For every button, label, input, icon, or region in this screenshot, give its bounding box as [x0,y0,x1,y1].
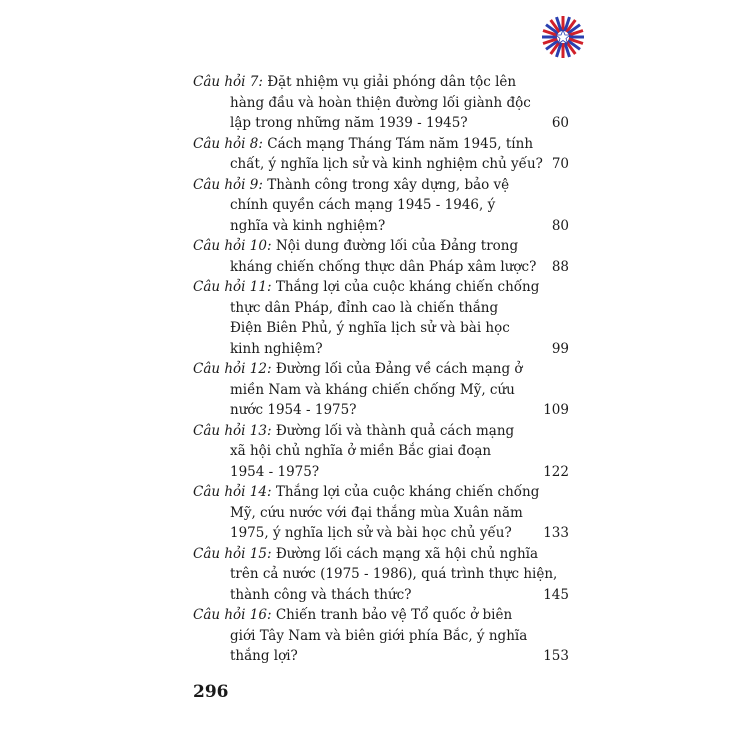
toc-page-number: 153 [543,648,569,664]
toc-line [193,277,571,298]
toc-page-number: 122 [543,463,569,480]
toc-text: xã hội chủ nghĩa ở miền Bắc giai đoạn [230,443,492,459]
toc-line [193,236,571,257]
toc-line [193,626,571,647]
page-folio: 296 [193,682,229,702]
toc-text: thành công và thách thức? [230,586,412,603]
toc-label: Câu hỏi 15: [193,545,272,562]
toc-page-number: 133 [543,525,569,541]
toc-text: Thành công trong xây dựng, bảo vệ [267,176,510,193]
toc-line [193,195,571,216]
toc-label: Câu hỏi 8: [193,135,263,152]
toc-line [193,93,571,114]
toc-line [193,646,571,667]
toc-line [193,462,571,483]
toc-entry [193,175,571,237]
toc-text: Đường lối và thành quả cách mạng [275,422,515,439]
toc-page-number: 145 [543,586,569,603]
toc-entry [193,359,571,421]
toc-entry [193,421,571,483]
toc-text: Điện Biên Phủ, ý nghĩa lịch sử và bài học [230,320,510,336]
toc-text: thực dân Pháp, đỉnh cao là chiến thắng [230,299,499,316]
toc-label: Câu hỏi 10: [193,238,272,254]
toc-text: lập trong những năm 1939 - 1945? [230,115,468,131]
toc-text: 1954 - 1975? [230,463,320,480]
star-emblem-icon [540,14,586,60]
toc-label: Câu hỏi 13: [193,422,272,439]
toc-label: Câu hỏi 11: [193,279,272,295]
toc-line [193,421,571,442]
toc-page-number: 99 [551,340,569,357]
toc-text: Thắng lợi của cuộc kháng chiến chống [275,484,540,500]
toc-line [193,72,571,93]
toc-label: Câu hỏi 7: [193,74,263,90]
toc-line [193,154,571,175]
toc-line [193,605,571,626]
toc-line [193,359,571,380]
toc-line [193,216,571,237]
toc-line [193,441,571,462]
toc-entry [193,605,571,667]
toc-page-number: 70 [551,156,569,172]
toc-line [193,503,571,524]
toc-text: kinh nghiệm? [230,340,323,357]
toc-text: hàng đầu và hoàn thiện đường lối giành độc [230,94,531,111]
toc-label: Câu hỏi 14: [193,484,272,500]
toc-text: giới Tây Nam và biên giới phía Bắc, ý nghĩa [230,627,528,644]
toc-line [193,113,571,134]
toc-text: nghĩa và kinh nghiệm? [230,217,386,234]
toc-text: Đường lối của Đảng về cách mạng ở [275,361,523,377]
toc-text: miền Nam và kháng chiến chống Mỹ, cứu [230,381,515,398]
toc-text: chất, ý nghĩa lịch sử và kinh nghiệm chủ yếu? [230,156,543,172]
toc-line [193,298,571,319]
toc-label: Câu hỏi 12: [193,361,272,377]
toc-entry [193,134,571,175]
toc-line [193,134,571,155]
toc-entry [193,544,571,606]
toc-line [193,318,571,339]
toc-text: Cách mạng Tháng Tám năm 1945, tính [267,135,534,152]
toc-line [193,585,571,606]
toc-line [193,482,571,503]
toc-text: Thắng lợi của cuộc kháng chiến chống [275,279,540,295]
toc-line [193,257,571,278]
toc-entry [193,236,571,277]
toc-entry [193,482,571,544]
toc-entry [193,277,571,359]
toc-text: trên cả nước (1975 - 1986), quá trình thực hiện, [230,566,558,582]
toc-text: thắng lợi? [230,648,298,664]
toc-line [193,523,571,544]
toc-label: Câu hỏi 9: [193,176,263,193]
toc-line [193,175,571,196]
toc-text: Nội dung đường lối của Đảng trong [275,238,519,254]
table-of-contents [193,72,571,667]
toc-line [193,380,571,401]
toc-line [193,544,571,565]
toc-page-number: 60 [551,115,569,131]
toc-text: Mỹ, cứu nước với đại thắng mùa Xuân năm [230,504,523,521]
toc-text: Chiến tranh bảo vệ Tổ quốc ở biên [275,607,513,623]
toc-line [193,339,571,360]
toc-text: Đường lối cách mạng xã hội chủ nghĩa [275,545,539,562]
toc-text: kháng chiến chống thực dân Pháp xâm lược? [230,258,537,275]
toc-label: Câu hỏi 16: [193,607,272,623]
toc-page-number: 88 [551,258,569,275]
toc-line [193,400,571,421]
toc-text: nước 1954 - 1975? [230,402,357,418]
toc-page-number: 109 [543,402,569,418]
toc-text: 1975, ý nghĩa lịch sử và bài học chủ yếu? [230,525,512,541]
toc-text: Đặt nhiệm vụ giải phóng dân tộc lên [267,74,517,90]
toc-text: chính quyền cách mạng 1945 - 1946, ý [230,197,496,213]
toc-page-number: 80 [551,217,569,234]
toc-entry [193,72,571,134]
toc-line [193,564,571,585]
